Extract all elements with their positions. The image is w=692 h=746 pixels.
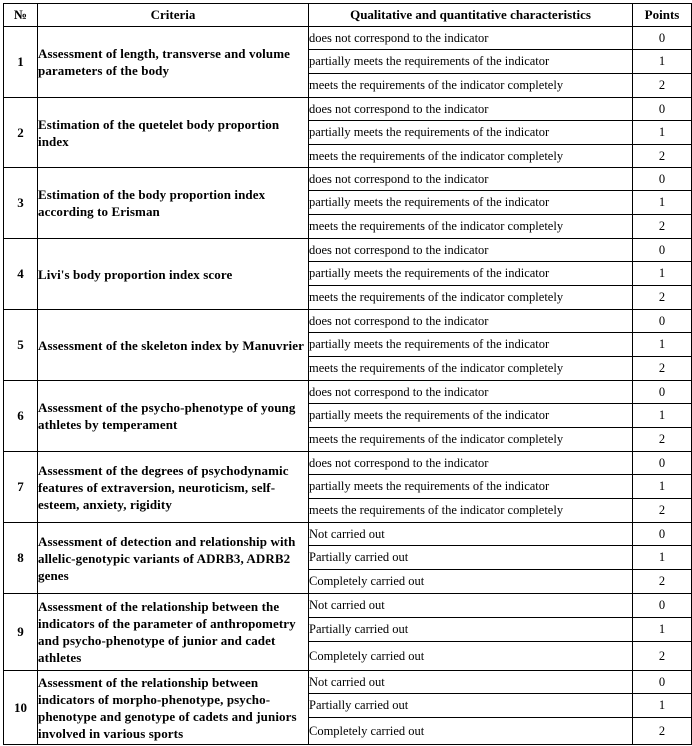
criterion-number: 5 <box>4 310 38 381</box>
characteristic-text: Not carried out <box>309 523 633 546</box>
characteristic-text: partially meets the requirements of the indicator <box>309 121 633 145</box>
criterion-text: Estimation of the body proportion index according to Erisman <box>38 168 309 239</box>
characteristic-text: does not correspond to the indicator <box>309 239 633 262</box>
characteristic-text: does not correspond to the indicator <box>309 452 633 475</box>
points-value: 0 <box>633 381 692 404</box>
criterion-text: Estimation of the quetelet body proportion index <box>38 98 309 168</box>
characteristic-text: does not correspond to the indicator <box>309 381 633 404</box>
points-value: 2 <box>633 428 692 452</box>
criterion-text: Assessment of the psycho-phenotype of young athletes by temperament <box>38 381 309 452</box>
points-value: 1 <box>633 475 692 499</box>
characteristic-text: Partially carried out <box>309 618 633 642</box>
characteristic-text: meets the requirements of the indicator completely <box>309 215 633 239</box>
criteria-table <box>3 3 692 745</box>
criterion-text: Assessment of the degrees of psychodynamic features of extraversion, neuroticism, self-esteem, anxiety, rigidity <box>38 452 309 523</box>
characteristic-text: partially meets the requirements of the indicator <box>309 333 633 357</box>
points-value: 0 <box>633 310 692 333</box>
points-value: 2 <box>633 499 692 523</box>
points-value: 1 <box>633 191 692 215</box>
characteristic-text: partially meets the requirements of the indicator <box>309 191 633 215</box>
points-value: 2 <box>633 286 692 310</box>
points-value: 1 <box>633 50 692 74</box>
characteristic-text: does not correspond to the indicator <box>309 27 633 50</box>
points-value: 2 <box>633 570 692 594</box>
points-value: 0 <box>633 239 692 262</box>
characteristic-text: meets the requirements of the indicator completely <box>309 357 633 381</box>
points-value: 1 <box>633 694 692 718</box>
criterion-text: Assessment of the skeleton index by Manuvrier <box>38 310 309 381</box>
criterion-number: 2 <box>4 98 38 168</box>
criterion-number: 8 <box>4 523 38 594</box>
criterion-number: 3 <box>4 168 38 239</box>
criterion-text: Assessment of length, transverse and volume parameters of the body <box>38 27 309 98</box>
points-value: 2 <box>633 718 692 745</box>
characteristic-text: Partially carried out <box>309 694 633 718</box>
points-value: 2 <box>633 215 692 239</box>
table-row <box>4 98 692 121</box>
criterion-text: Assessment of the relationship between indicators of morpho-phenotype, psycho-phenotype and genotype of cadets and juniors involved in various sports <box>38 671 309 745</box>
table-row <box>4 381 692 404</box>
criterion-number: 7 <box>4 452 38 523</box>
table-row <box>4 523 692 546</box>
criterion-text: Livi's body proportion index score <box>38 239 309 310</box>
characteristic-text: does not correspond to the indicator <box>309 168 633 191</box>
characteristic-text: Completely carried out <box>309 570 633 594</box>
table-row <box>4 168 692 191</box>
points-value: 0 <box>633 168 692 191</box>
points-value: 1 <box>633 262 692 286</box>
characteristic-text: meets the requirements of the indicator completely <box>309 499 633 523</box>
characteristic-text: meets the requirements of the indicator completely <box>309 74 633 98</box>
criterion-number: 1 <box>4 27 38 98</box>
characteristic-text: Completely carried out <box>309 642 633 671</box>
points-value: 0 <box>633 27 692 50</box>
points-value: 2 <box>633 74 692 98</box>
criterion-number: 10 <box>4 671 38 745</box>
table-row <box>4 239 692 262</box>
points-value: 0 <box>633 452 692 475</box>
header-num: № <box>4 4 38 27</box>
header-points: Points <box>633 4 692 27</box>
characteristic-text: Partially carried out <box>309 546 633 570</box>
points-value: 0 <box>633 523 692 546</box>
characteristic-text: meets the requirements of the indicator completely <box>309 428 633 452</box>
characteristic-text: partially meets the requirements of the indicator <box>309 475 633 499</box>
table-row <box>4 594 692 618</box>
points-value: 2 <box>633 145 692 168</box>
characteristic-text: partially meets the requirements of the indicator <box>309 262 633 286</box>
criterion-number: 9 <box>4 594 38 671</box>
characteristic-text: partially meets the requirements of the indicator <box>309 404 633 428</box>
points-value: 1 <box>633 546 692 570</box>
points-value: 2 <box>633 357 692 381</box>
points-value: 1 <box>633 333 692 357</box>
points-value: 1 <box>633 618 692 642</box>
header-criteria: Criteria <box>38 4 309 27</box>
characteristic-text: does not correspond to the indicator <box>309 98 633 121</box>
header-characteristics: Qualitative and quantitative characteristics <box>309 4 633 27</box>
points-value: 1 <box>633 404 692 428</box>
points-value: 0 <box>633 594 692 618</box>
points-value: 2 <box>633 642 692 671</box>
criterion-number: 6 <box>4 381 38 452</box>
criterion-number: 4 <box>4 239 38 310</box>
criterion-text: Assessment of detection and relationship with allelic-genotypic variants of ADRB3, ADRB2 genes <box>38 523 309 594</box>
table-row <box>4 310 692 333</box>
table-row <box>4 452 692 475</box>
characteristic-text: Not carried out <box>309 594 633 618</box>
table-header-row <box>4 4 692 27</box>
table-row <box>4 671 692 694</box>
characteristic-text: Not carried out <box>309 671 633 694</box>
characteristic-text: partially meets the requirements of the indicator <box>309 50 633 74</box>
points-value: 0 <box>633 671 692 694</box>
table-row <box>4 27 692 50</box>
characteristic-text: meets the requirements of the indicator completely <box>309 286 633 310</box>
points-value: 0 <box>633 98 692 121</box>
points-value: 1 <box>633 121 692 145</box>
characteristic-text: meets the requirements of the indicator completely <box>309 145 633 168</box>
criterion-text: Assessment of the relationship between the indicators of the parameter of anthropometry and psycho-phenotype of junior and cadet athletes <box>38 594 309 671</box>
characteristic-text: Completely carried out <box>309 718 633 745</box>
characteristic-text: does not correspond to the indicator <box>309 310 633 333</box>
